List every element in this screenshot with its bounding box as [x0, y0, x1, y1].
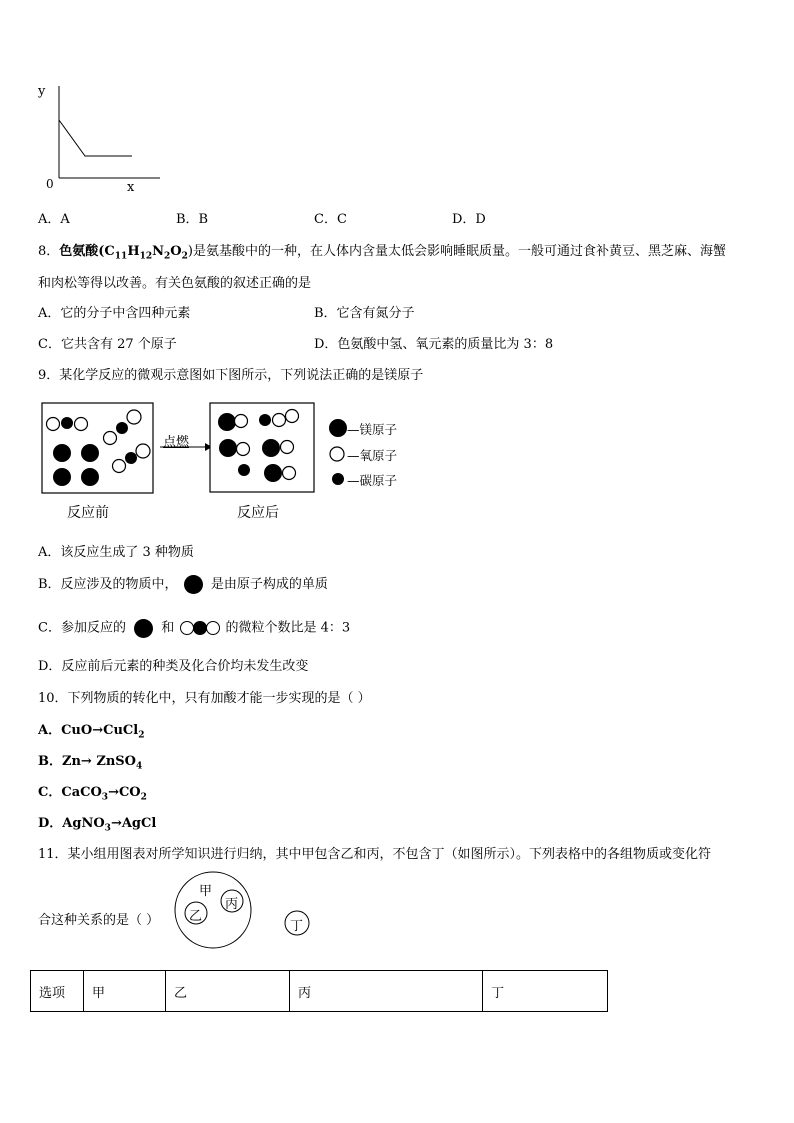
- table-header-cell: 选项: [31, 971, 84, 1012]
- after-label: 反应后: [237, 505, 279, 521]
- q7-option-b: B．B: [176, 212, 209, 227]
- q8-stem: 8．色氨酸$(C_{11}H_{12}N_2O_2)$是氨基酸中的一种，在人体内含量太低会影响睡眠质量。一般可通过食补黄豆、黑芝麻、海蟹: [38, 244, 726, 262]
- q8-option-b: B．它含有氮分子: [314, 306, 415, 321]
- q9-option-a: A．该反应生成了 3 种物质: [38, 545, 194, 560]
- diagram-label-ding: 丁: [290, 919, 304, 934]
- diagram-label-bing: 丙: [225, 897, 239, 912]
- x-axis-label: x: [127, 180, 135, 195]
- table-header-cell: 丙: [290, 971, 483, 1012]
- arrow-label-ignite: 点燃: [163, 435, 190, 450]
- table-header-cell: 乙: [166, 971, 290, 1012]
- q10-option-c: C．$CaCO_3\to CO_2$: [38, 785, 147, 803]
- q10-option-a: A．CuO→CuCl$_2$: [38, 723, 145, 741]
- magnesium-atom-icon: [134, 619, 153, 638]
- q7-option-a: A．A: [38, 212, 70, 227]
- diagram-label-yi: 乙: [189, 909, 203, 924]
- legend-c-label: —碳原子: [347, 473, 398, 488]
- origin-label: 0: [46, 177, 54, 191]
- table-header-cell: 丁: [483, 971, 608, 1012]
- q9-option-b: B．反应涉及的物质中， 是由原子构成的单质: [38, 577, 328, 592]
- y-axis-label: y: [38, 84, 46, 99]
- magnesium-atom-icon: [184, 575, 203, 594]
- legend-mg-label: —镁原子: [347, 422, 398, 437]
- q8-option-d: D．色氨酸中氢、氧元素的质量比为 3：8: [314, 337, 554, 352]
- q11-stem-line2: 合这种关系的是（ ）: [38, 913, 160, 928]
- q9-option-d: D．反应前后元素的种类及化合价均未发生改变: [38, 659, 309, 674]
- q10-option-b: B．Zn→ ZnSO$_4$: [38, 754, 143, 772]
- table-header-row: [31, 971, 608, 1012]
- q9-option-c: C．参加反应的 和 的微粒个数比是 4：3: [38, 617, 350, 640]
- options-table: [30, 970, 608, 1012]
- carbon-dioxide-molecule-icon: [180, 617, 220, 639]
- q8-option-a: A．它的分子中含四种元素: [38, 306, 191, 321]
- q11-stem-line1: 11．某小组用图表对所学知识进行归纳，其中甲包含乙和丙，不包含丁（如图所示）。下列表格中的各组物质或变化符: [38, 847, 712, 862]
- table-header-cell: 甲: [84, 971, 166, 1012]
- before-label: 反应前: [67, 505, 109, 521]
- diagram-label-jia: 甲: [199, 884, 213, 899]
- line-graph: [30, 82, 150, 192]
- q10-stem: 10．下列物质的转化中，只有加酸才能一步实现的是（ ）: [38, 691, 371, 706]
- q10-option-d: D．AgNO$_3$→AgCl: [38, 816, 157, 834]
- q7-option-c: C．C: [314, 212, 347, 227]
- q8-option-c: C．它共含有 27 个原子: [38, 337, 177, 352]
- q9-stem: 9．某化学反应的微观示意图如下图所示，下列说法正确的是镁原子: [38, 368, 424, 383]
- q8-stem-line2: 和肉松等得以改善。有关色氨酸的叙述正确的是: [38, 276, 312, 291]
- q7-option-d: D．D: [452, 212, 486, 227]
- legend-o-label: —氧原子: [347, 448, 398, 463]
